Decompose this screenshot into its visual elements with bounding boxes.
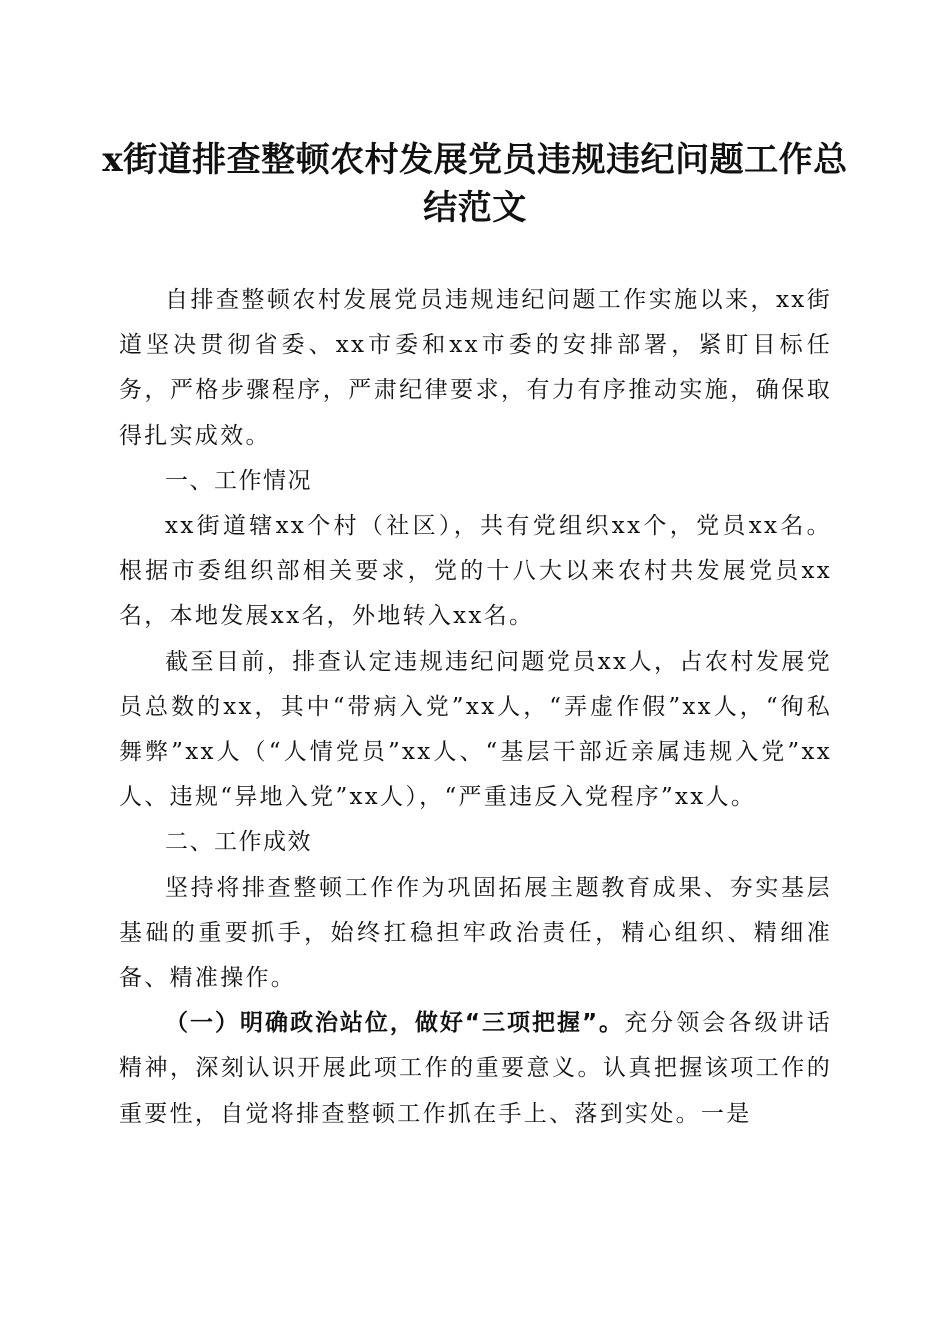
intro-paragraph: 自排查整顿农村发展党员违规违纪问题工作实施以来，xx街道坚决贯彻省委、xx市委和xx市委的安排部署，紧盯目标任务，严格步骤程序，严肃纪律要求，有力有序推动实施，确保取得扎实成效。 xyxy=(119,287,832,449)
paragraph: 截至目前，排查认定违规违纪问题党员xx人，占农村发展党员总数的xx，其中“带病入党”xx人，“弄虚作假”xx人，“徇私舞弊”xx人（“人情党员”xx人、“基层干部近亲属违规入党”xx人、违规“异地入党”xx人），“严重违反入党程序”xx人。 xyxy=(119,648,832,811)
document-title: x街道排查整顿农村发展党员违规违纪问题工作总结范文 xyxy=(102,140,848,228)
paragraph: xx街道辖xx个村（社区），共有党组织xx个，党员xx名。根据市委组织部相关要求，党的十八大以来农村共发展党员xx名，本地发展xx名，外地转入xx名。 xyxy=(119,513,832,630)
section-heading-work-status: 一、工作情况 xyxy=(165,467,312,494)
paragraph: 坚持将排查整顿工作作为巩固拓展主题教育成果、夯实基层基础的重要抓手，始终扛稳担牢政治责任，精心组织、精细准备、精准操作。 xyxy=(119,874,832,992)
subsection-lead: （一）明确政治站位，做好“三项把握”。 xyxy=(165,1010,625,1037)
document-body xyxy=(119,278,832,1137)
section-heading-work-results: 二、工作成效 xyxy=(165,829,312,856)
subsection-text: 充分领会各级讲话精神，深刻认识开展此项工作的重要意义。认真把握该项工作的重要性，自觉将排查整顿工作抓在手上、落到实处。一是 xyxy=(119,1010,832,1127)
subsection-paragraph xyxy=(119,1001,832,1137)
